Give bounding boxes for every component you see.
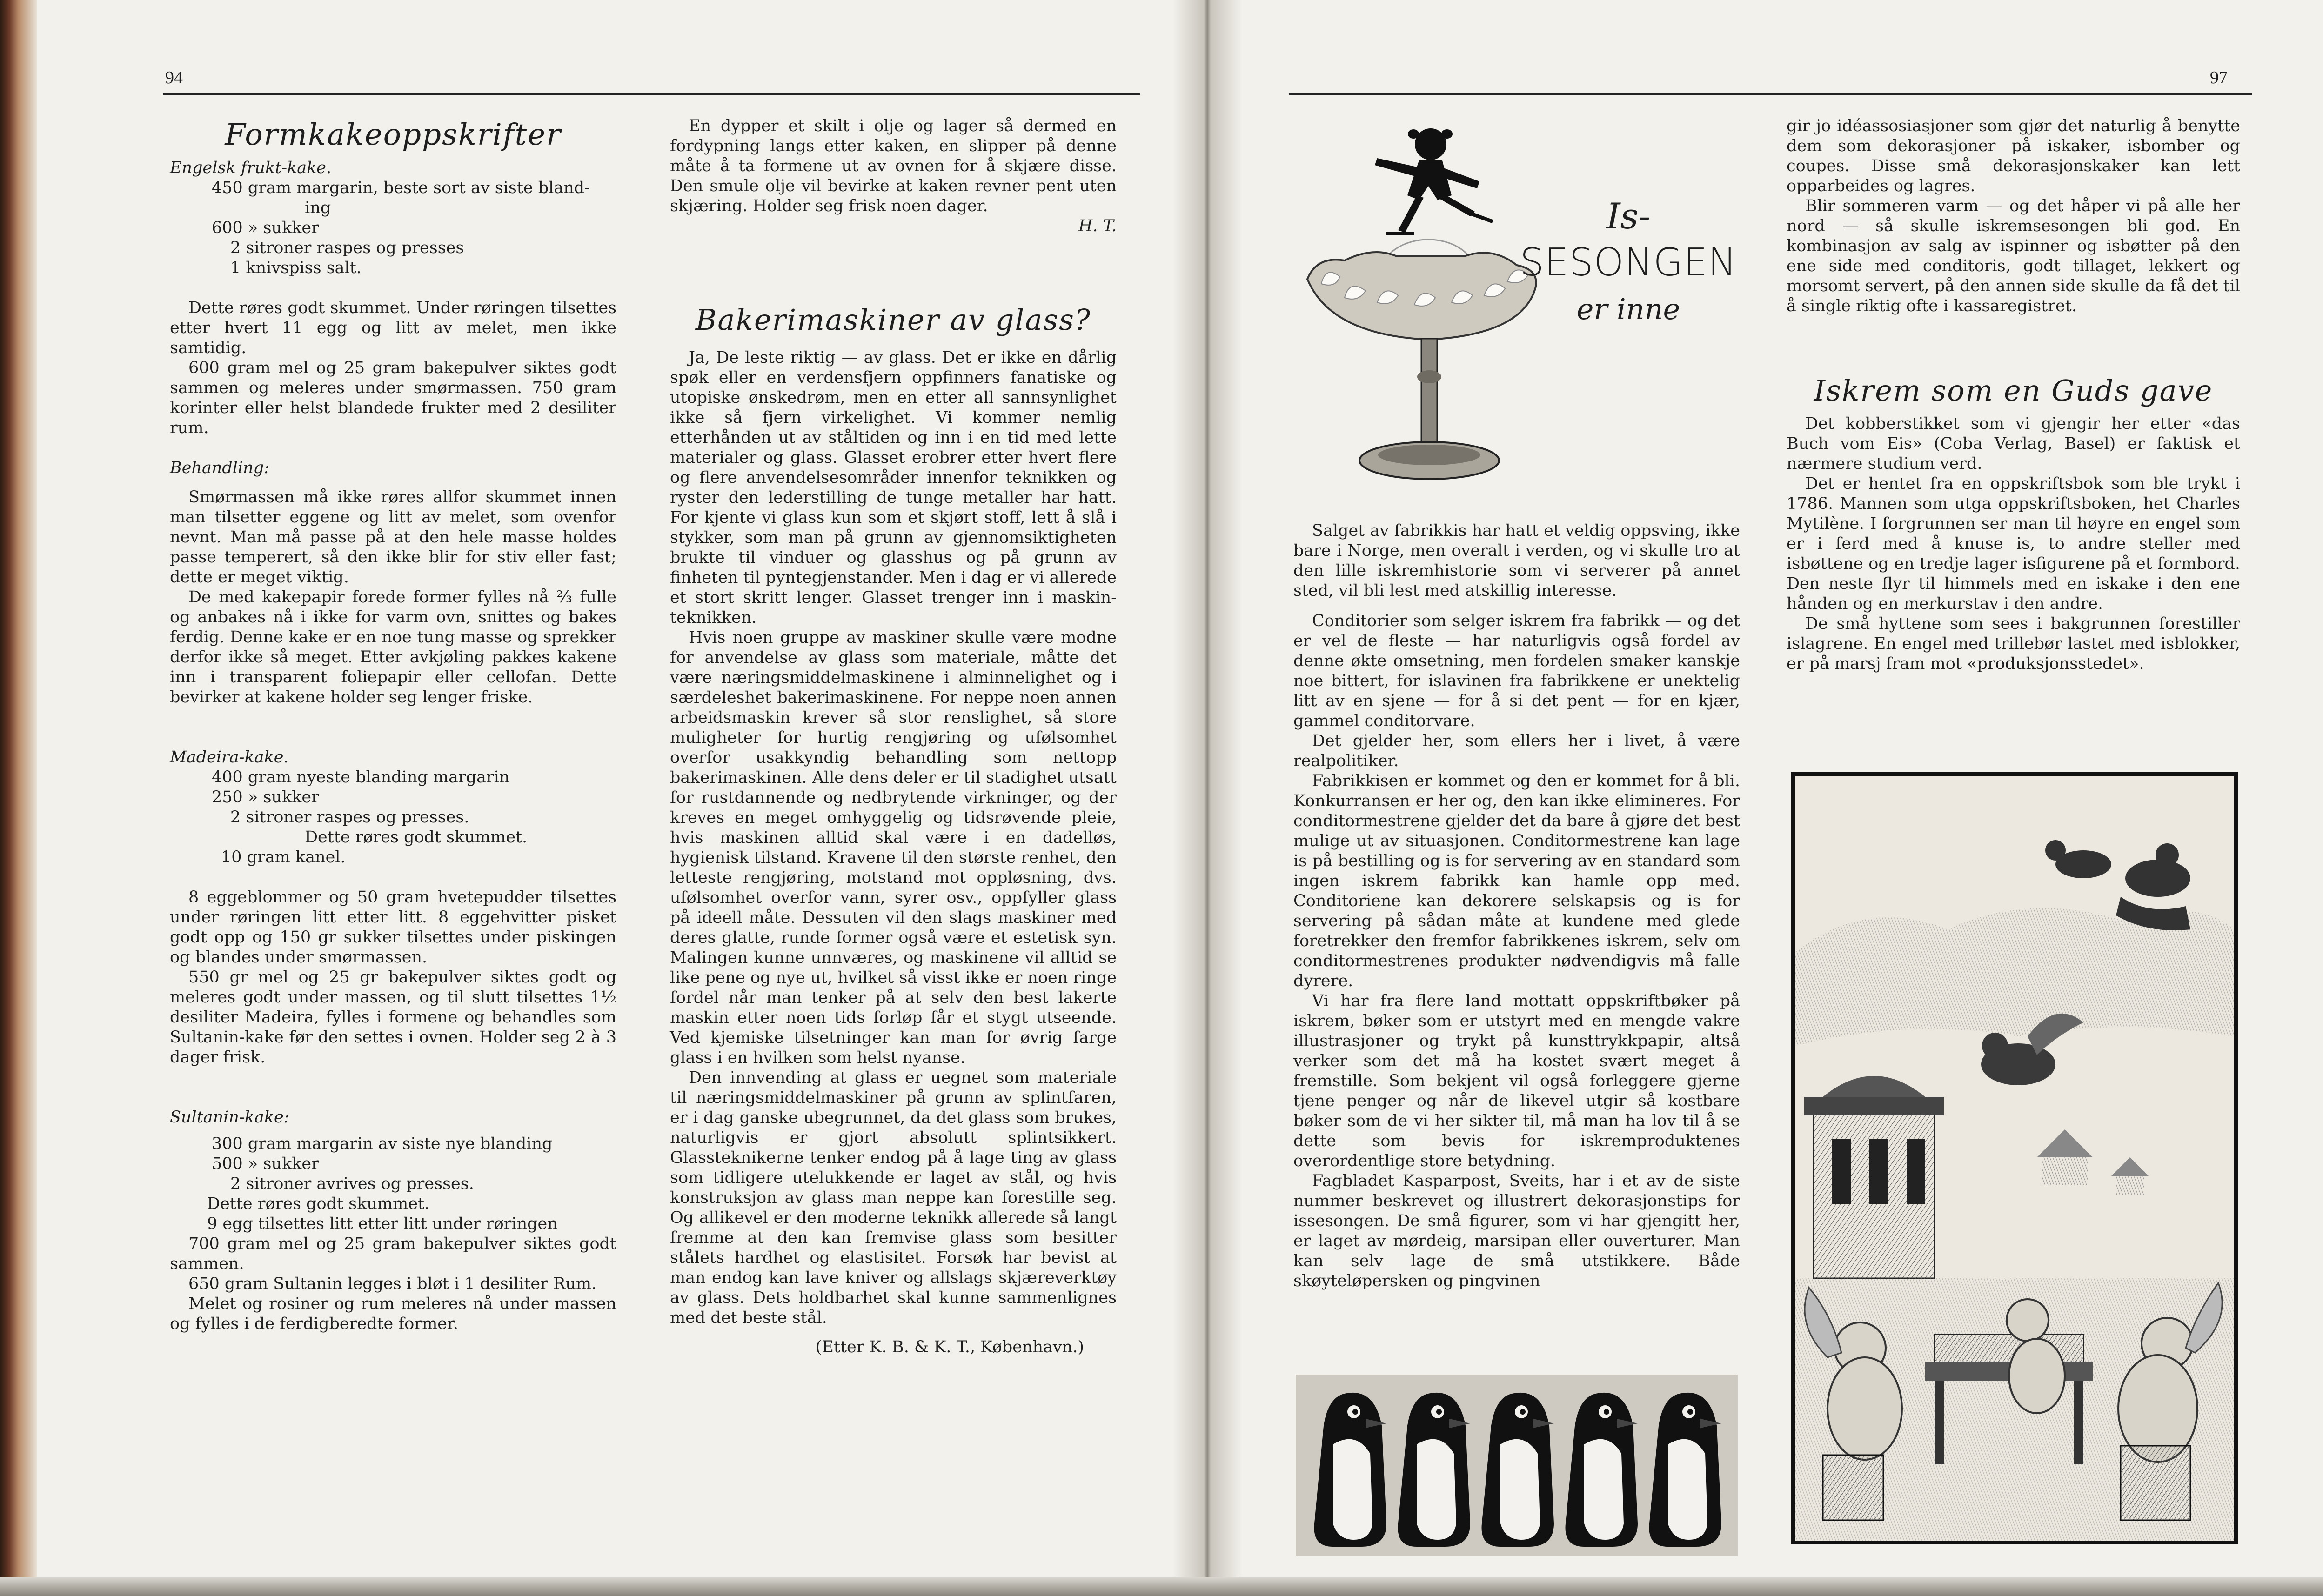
engelsk-ingredient: 1 knivspiss salt.: [230, 259, 362, 277]
madeira-heading: Madeira-kake.: [170, 748, 289, 767]
madeira-ingredient: 2 sitroner raspes og presses.: [230, 808, 469, 827]
right-column-1: [1293, 521, 1740, 1291]
sultanin-paragraph: 700 gram mel og 25 gram bakepulver siktes godt sammen.: [170, 1235, 616, 1273]
iskrem-paragraph: De små hyttene som sees i bakgrunnen forestiller islagrene. En engel med trillebør lastet med isblokker, er på marsj fram mot «produksjonsstedet».: [1787, 614, 2240, 673]
sultanin-ingredient: 9 egg tilsettes litt etter litt under røringen: [207, 1215, 558, 1233]
madeira-ingredient: 10 gram kanel.: [221, 848, 346, 867]
engelsk-ingredient: ing: [305, 199, 331, 217]
sultanin-paragraph: 650 gram Sultanin legges i bløt i 1 desiliter Rum.: [188, 1275, 597, 1293]
sultanin-paragraph: Melet og rosiner og rum meleres nå under massen og fylles i de ferdigberedte former.: [170, 1295, 616, 1333]
iskrem-guds-gave-title: Iskrem som en Guds gave: [1814, 374, 2213, 407]
left-column-1: [170, 116, 616, 1334]
engelsk-ingredient: 450 gram margarin, beste sort av siste bland-: [212, 179, 590, 197]
bakerimaskiner-title: Bakerimaskiner av glass?: [695, 303, 1091, 337]
header-rule-left: [163, 93, 1140, 95]
page-bottom-edge: [0, 1577, 2323, 1596]
penguins-illustration: [1296, 1375, 1738, 1556]
glass-paragraph: Den innvending at glass er uegnet som materiale til næringsmiddelmaskiner på grunn av splintfaren, er i dag ganske ubegrunnet, da det glass som brukes, naturligvis er gjort absolutt splintsikkert. Glassteknikerne tenker endog på å lage ting av glass som tidligere utelukkende er laget av stål, og hvis konstruksjon av glass man neppe kan forestille seg. Og allikevel er den moderne teknikk allerede så langt fremme at den kan fremvise glass som besitter stålets hardhet og elastisitet. Forsøk har bevist at man endog kan lave kniver og allslags skjæreverktøy av glass. Dets holdbarhet skal kunne sammenlignes med det beste stål.: [670, 1068, 1117, 1327]
madeira-ingredient: 400 gram nyeste blanding margarin: [212, 768, 510, 787]
sesong-paragraph: Det gjelder her, som ellers her i livet, å være realpolitiker.: [1293, 732, 1740, 770]
is-sesongen-header: [1503, 195, 1754, 372]
sesong-paragraph: Salget av fabrikkis har hatt et veldig oppsving, ikke bare i Norge, men overalt i verden, og vi skulle tro at den lille iskremhistorie som vi serverer på annet sted, vil bli lest med atskillig interesse.: [1293, 521, 1740, 600]
sultanin-ingredient: Dette røres godt skummet.: [207, 1195, 430, 1213]
intro-signature: H. T.: [1078, 217, 1117, 235]
sultanin-heading: Sultanin-kake:: [170, 1108, 289, 1127]
book-gutter: [1172, 0, 1242, 1596]
engelsk-ingredient: 600 » sukker: [212, 219, 319, 237]
right-column-2: [1787, 116, 2240, 674]
glass-paragraph: Hvis noen gruppe av maskiner skulle være modne for anvendelse av glass som materiale, måtte det være næringsmiddelmaskinene i alminnelighet og i særdeleshet bakerimaskinene. For neppe noen annen arbeidsmaskin krever så stor renslighet, så store muligheter for hurtig rengjøring og ufølsomhet overfor usakkyndig behandling som nettopp bakerimaskinen. Alle dens deler er til stadighet utsatt for rustdannende og nedbrytende virkninger, og der kreves en meget omhyggelig og tidsrøvende pleie, hvis maskinen alltid skal være i en dadelløs, hygienisk tilstand. Kravene til den største renhet, den letteste rengjøring, motstand mot oppløsning, dvs. ufølsomhet overfor vann, syrer osv., oppfyller glass på ideell måte. Dessuten vil den slags maskiner med deres glatte, runde former også være et estetisk syn. Malingen kunne unnværes, og maskinene vil alltid se like pene og nye ut, hvilket så visst ikke er noen ringe fordel når man tenker på at selv den best lakerte maskin etter noen tids forløp får et stygt utseende. Ved kjemiske tilsetninger kan man for øvrig farge glass i en hvilken som helst nyanse.: [670, 628, 1117, 1067]
behandling-paragraph: Smørmassen må ikke røres allfor skummet innen man tilsetter eggene og litt av melet, som ovenfor nevnt. Man må passe på at den hele masse holdes passe temperert, så den ikke blir for stiv eller fast; dette er meget viktig.: [170, 488, 616, 587]
madeira-ingredient: 250 » sukker: [212, 788, 319, 807]
page-number-right: 97: [2210, 68, 2228, 87]
behandling-heading: Behandling:: [170, 459, 269, 477]
sultanin-ingredient: 2 sitroner avrives og presses.: [230, 1175, 474, 1193]
copper-engraving-illustration: [1791, 772, 2238, 1544]
continued-paragraph: gir jo idéassosiasjoner som gjør det naturlig å benytte dem som dekorasjoner på iskaker, isbomber og coupes. Disse små dekorasjonskaker kan lett opparbeides og lagres.: [1787, 117, 2240, 195]
is-word: Is-: [1606, 195, 1651, 237]
formkake-title: Formkakeoppskrifter: [225, 118, 562, 152]
madeira-ingredient: Dette røres godt skummet.: [305, 828, 528, 847]
engelsk-paragraph: Dette røres godt skummet. Under røringen tilsettes etter hvert 11 egg og litt av melet, men ikke samtidig.: [170, 299, 616, 357]
engelsk-ingredient: 2 sitroner raspes og presses: [230, 239, 464, 257]
behandling-paragraph: De med kakepapir forede former fylles nå ⅔ fulle og anbakes nå i ikke for varm ovn, snittes og bakes ferdig. Denne kake er en noe tung masse og sprekker derfor ikke så meget. Etter avkjøling pakkes kakene inn i transparent foliepapir eller cellofan. Dette bevirker at kakene holder seg lenger friske.: [170, 588, 616, 707]
page-number-left: 94: [165, 68, 183, 87]
sultanin-ingredient: 500 » sukker: [212, 1155, 319, 1173]
header-rule-right: [1289, 93, 2252, 95]
sesong-paragraph: Conditorier som selger iskrem fra fabrikk — og det er vel de fleste — har naturligvis også fordel av denne økte omsetning, men fordelen smaker kanskje noe bittert, for islavinen fra fabrikkene er unektelig litt av en sjene — for å si det pent — for en kjær, gammel conditorvare.: [1293, 612, 1740, 730]
er-inne-word: er inne: [1576, 292, 1680, 326]
madeira-paragraph: 8 eggeblommer og 50 gram hvetepudder tilsettes under røringen litt etter litt. 8 eggehvitter pisket godt opp og 150 gr sukker tilsettes under piskingen og blandes under smørmassen.: [170, 888, 616, 967]
book-binding-edge: [0, 0, 37, 1596]
iskrem-paragraph: Det kobberstikket som vi gjengir her etter «das Buch vom Eis» (Coba Verlag, Basel) er faktisk et nærmere studium verd.: [1787, 414, 2240, 473]
sesong-paragraph: Vi har fra flere land mottatt oppskriftbøker på iskrem, bøker som er utstyrt med en mengde vakre illustrasjoner og trykt på kunsttrykkpapir, altså verker som det må ha kostet svært meget å fremstille. Som bekjent vil også forleggere gjerne tjene penger og når de likevel utgir så kostbare bøker som de vi her sikter til, må man ha lov til å se dette som bevis for iskremproduktenes overordentlige store betydning.: [1293, 992, 1740, 1170]
engelsk-paragraph: 600 gram mel og 25 gram bakepulver siktes godt sammen og meleres under smørmassen. 750 gram korinter eller helst blandede frukter med 2 desiliter rum.: [170, 359, 616, 437]
engelsk-heading: Engelsk frukt-kake.: [170, 159, 332, 177]
iskrem-paragraph: Det er hentet fra en oppskriftsbok som ble trykt i 1786. Mannen som utga oppskriftsboken, het Charles Mytilène. I forgrunnen ser man til høyre en engel som er i ferd med å knuse is, to andre steller med isbøttene og en tredje lager isfigurene på et formbord. Den neste flyr til himmels med en iskake i den ene hånden og en merkurstav i den andre.: [1787, 474, 2240, 613]
glass-paragraph: Ja, De leste riktig — av glass. Det er ikke en dårlig spøk eller en verdensfjern oppfinners fanatiske og utopiske ønskedrøm, men en etter all sannsynlighet ikke så fjern virkelighet. Vi kommer nemlig etterhånden ut av ståltiden og inn i en tid med lette materialer og glass. Glasset erobrer etter hvert flere og flere anvendelsesområder innenfor teknikken og ryster den lederstilling de tunge metaller har hatt. For kjente vi glass kun som et skjørt stoff, lett å slå i stykker, som man på grunn av gjennomsiktigheten brukte til vinduer og glasshus og på grunn av finheten til pyntegjenstander. Men i dag er vi allerede et stort skritt lenger. Glasset trenger inn i maskin-teknikken.: [670, 348, 1117, 627]
continued-paragraph: Blir sommeren varm — og det håper vi på alle her nord — så skulle iskremsesongen bli god. En kombinasjon av salg av ispinner og isbøtter på den ene side med conditoris, godt tillaget, lekkert og morsomt servert, på den annen side skulle da få det til å single riktig ofte i kassaregistret.: [1787, 197, 2240, 315]
sesong-paragraph: Fagbladet Kasparpost, Sveits, har i et av de siste nummer beskrevet og illustrert dekorasjonstips for issesongen. De små figurer, som vi har gjengitt her, er laget av mørdeig, marsipan eller ouverturer. Man kan selv lage de små utstikkere. Både skøyteløpersken og pingvinen: [1293, 1172, 1740, 1290]
intro-paragraph: En dypper et skilt i olje og lager så dermed en fordypning langs etter kaken, en slipper på denne måte å ta formene ut av ovnen for å skjære disse. Den smule olje vil bevirke at kaken revner pent uten skjæring. Holder seg frisk noen dager.: [670, 117, 1117, 215]
sesongen-word: SESONGEN: [1520, 240, 1737, 285]
sesong-paragraph: Fabrikkisen er kommet og den er kommet for å bli. Konkurransen er her og, den kan ikke elimineres. For conditormestrene gjelder det da bare å gjøre det best mulige ut av situasjonen. Conditormestrene kan lage is på bestilling og is for servering av en standard som ingen iskrem fabrikk kan hamle opp med. Conditoriene kan dekorere selskapsis og is for servering på sådan måte at kundene med glede foretrekker den fremfor fabrikkenes iskrem, selv om conditormestrenes produkter nødvendigvis må falle dyrere.: [1293, 772, 1740, 990]
sultanin-ingredient: 300 gram margarin av siste nye blanding: [212, 1135, 553, 1153]
madeira-paragraph: 550 gr mel og 25 gr bakepulver siktes godt og meleres godt under massen, og til slutt tilsettes 1½ desiliter Madeira, fylles i formene og behandles som Sultanin-kake før den settes i ovnen. Holder seg 2 à 3 dager frisk.: [170, 968, 616, 1067]
left-column-2: [670, 116, 1117, 1357]
source-line: (Etter K. B. & K. T., København.): [815, 1338, 1084, 1356]
